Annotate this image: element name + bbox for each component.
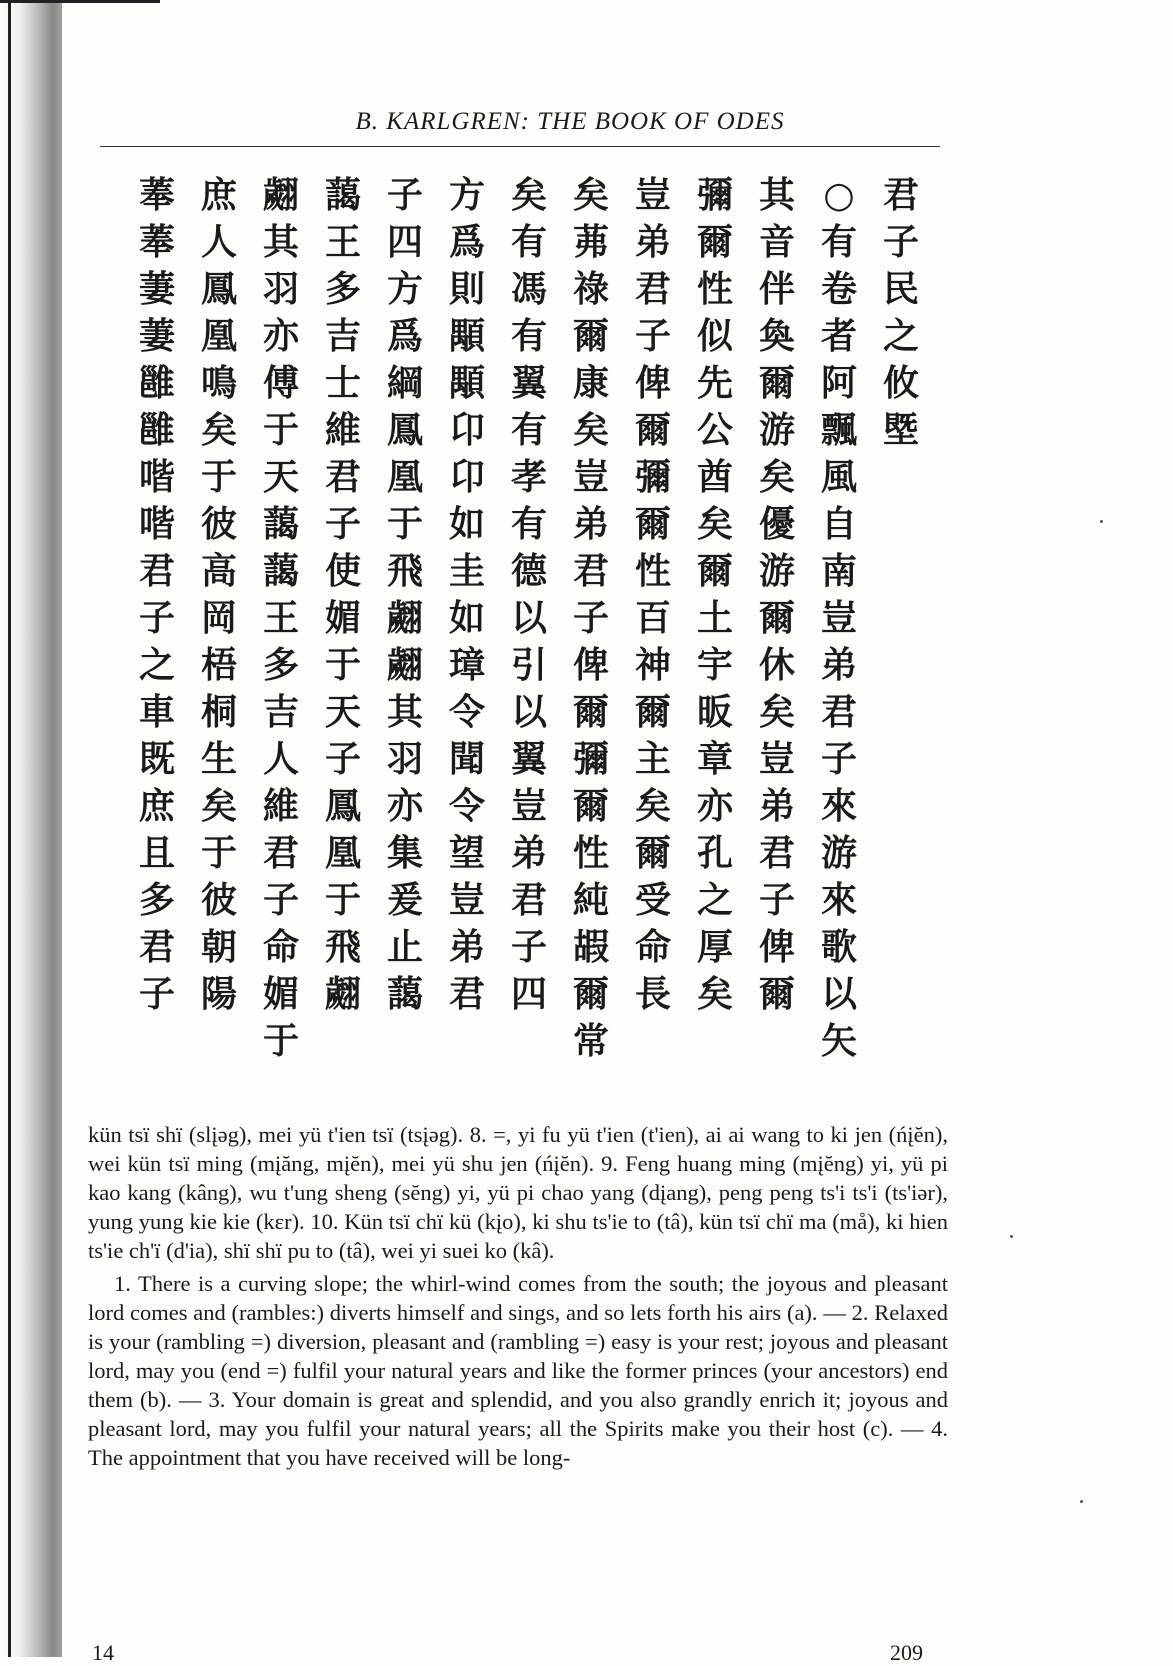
chinese-text-column: 矣 茀 祿 爾 康 矣 豈 弟 君 子 俾 爾 彌 爾 性 純 嘏 爾 常 bbox=[572, 175, 609, 1062]
paper-speck bbox=[1010, 1235, 1013, 1238]
chinese-text-column: ○ 有 卷 者 阿 飄 風 自 南 豈 弟 君 子 來 游 來 歌 以 矢 bbox=[820, 175, 857, 1062]
page-edge-line bbox=[8, 0, 11, 1657]
page-number: 209 bbox=[890, 1640, 923, 1665]
chinese-text-column: 方 爲 則 顒 顒 卬 卬 如 圭 如 璋 令 聞 令 望 豈 弟 君 bbox=[448, 175, 485, 1015]
chinese-text-column: 豈 弟 君 子 俾 爾 彌 爾 性 百 神 爾 主 矣 爾 受 命 長 bbox=[634, 175, 671, 1015]
paper-speck bbox=[1080, 1500, 1083, 1503]
chinese-text-column: 菶 菶 萋 萋 雝 雝 喈 喈 君 子 之 車 既 庶 且 多 君 子 bbox=[138, 175, 175, 1015]
chinese-text-column: 子 四 方 爲 綱 鳳 凰 于 飛 翽 翽 其 羽 亦 集 爰 止 藹 bbox=[386, 175, 423, 1015]
transliteration-and-translation bbox=[88, 1120, 948, 1476]
chinese-text-column: 其 音 伴 奐 爾 游 矣 優 游 爾 休 矣 豈 弟 君 子 俾 爾 bbox=[758, 175, 795, 1015]
header-rule bbox=[100, 146, 940, 147]
top-edge-line bbox=[0, 0, 160, 3]
chinese-text-column: 彌 爾 性 似 先 公 酋 矣 爾 土 宇 昄 章 亦 孔 之 厚 矣 bbox=[696, 175, 733, 1015]
signature-mark: 14 bbox=[92, 1640, 114, 1665]
chinese-text-column: 庶 人 鳳 凰 鳴 矣 于 彼 高 岡 梧 桐 生 矣 于 彼 朝 陽 bbox=[200, 175, 237, 1015]
chinese-text-column: 藹 王 多 吉 士 維 君 子 使 媚 于 天 子 鳳 凰 于 飛 翽 bbox=[324, 175, 361, 1015]
paper-speck bbox=[1100, 520, 1103, 523]
translation-paragraph: 1. There is a curving slope; the whirl-wind comes from the south; the joyous and pleasant lord comes and (rambles:) diverts himself and sings, and so lets forth his airs (a). — 2. Relaxed is your (rambling =) diversion, pleasant and (rambling =) easy is your rest; joyous and pleasant lord, may you (end =) fulfil your natural years and like the former princes (your ancestors) end them (b). — 3. Your domain is great and splendid, and you also grandly enrich it; joyous and pleasant lord, may you fulfil your natural years; all the Spirits make you their host (c). — 4. The appointment that you have received will be long- bbox=[88, 1271, 948, 1470]
running-header: B. KARLGREN: THE BOOK OF ODES bbox=[355, 108, 785, 135]
chinese-text-block bbox=[100, 172, 930, 1072]
transliteration-paragraph: kün tsï shï (slįəg), mei yü t'ien tsï (tsįəg). 8. =, yi fu yü t'ien (t'ien), ai ai wang to ki jen (ńįĕn), wei kün tsï ming (mįăng, mįĕn), mei yü shu jen (ńįĕn). 9. Feng huang ming (mįĕng) yi, yü pi kao kang (kâng), wu t'ung sheng (sĕng) yi, yü pi chao yang (dįang), peng peng ts'i ts'i (ts'iər), yung yung kie kie (kɛr). 10. Kün tsï chï kü (kįo), ki shu ts'ie to (tâ), kün tsï chï ma (må), ki hien ts'ie ch'ï (d'ia), shï shï pu to (tâ), wei yi suei ko (kâ). bbox=[88, 1122, 948, 1263]
chinese-text-column: 矣 有 馮 有 翼 有 孝 有 德 以 引 以 翼 豈 弟 君 子 四 bbox=[510, 175, 547, 1015]
chinese-text-column: 君 子 民 之 攸 塈 bbox=[882, 175, 919, 451]
chinese-text-column: 翽 其 羽 亦 傅 于 天 藹 藹 王 多 吉 人 維 君 子 命 媚 于 bbox=[262, 175, 299, 1062]
